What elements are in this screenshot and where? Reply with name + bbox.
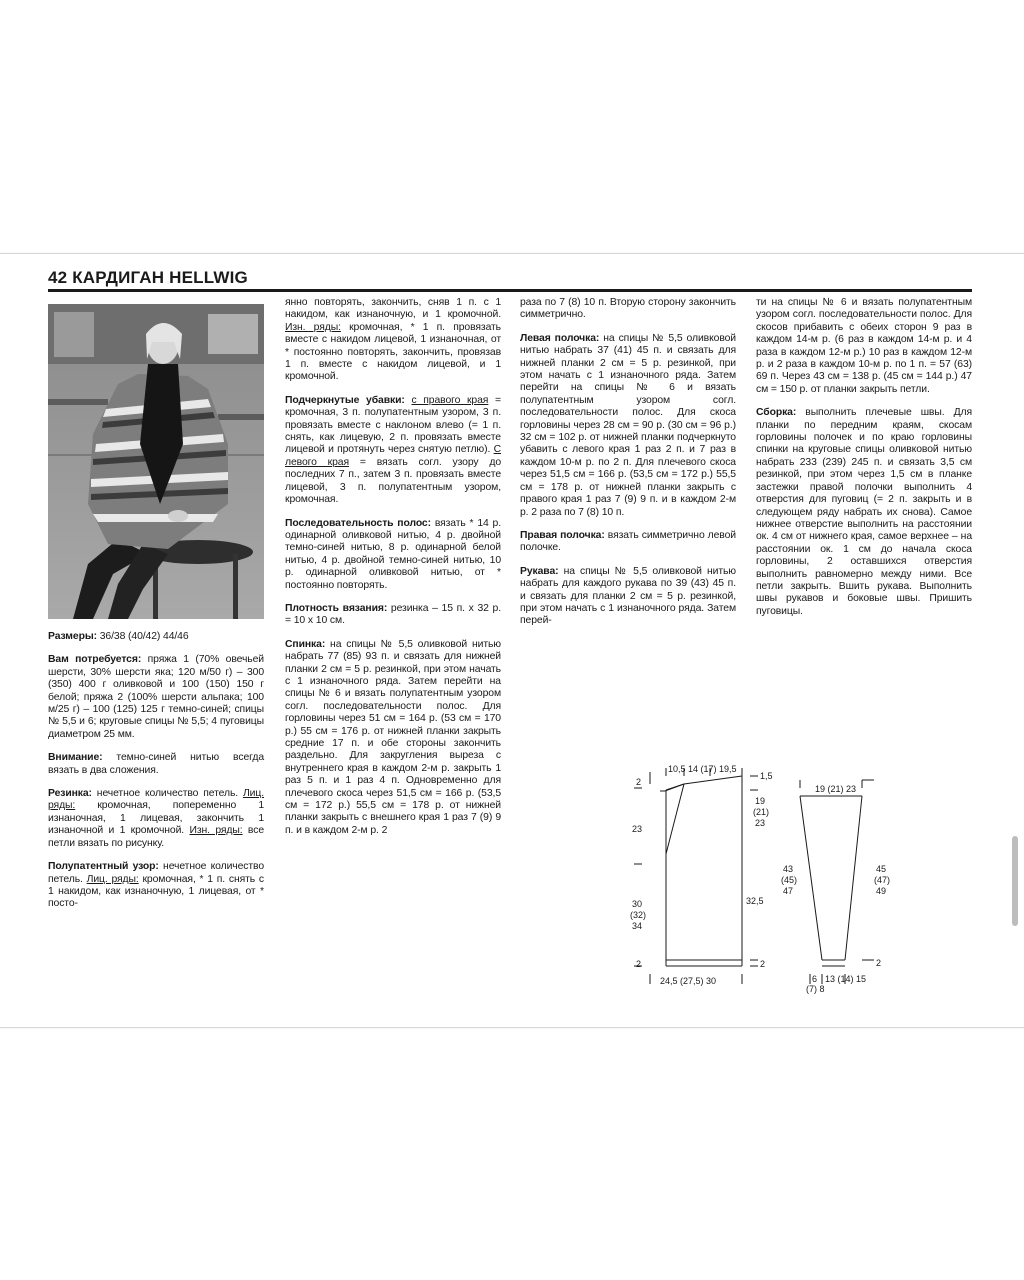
dim-front-lower-alt2: 34 (632, 921, 643, 931)
dim-shoulder-drop: 1,5 (760, 771, 773, 781)
sleeves-label: Рукава: (520, 565, 559, 577)
gauge-text: резинка – 15 п. х 32 р. = 10 х 10 см. (285, 602, 502, 627)
rib-text: кромочная, попеременно 1 изнаночная, 1 лицевая, закончить 1 изнаночной и 1 кромочной. (48, 800, 264, 837)
dim-front-upper: 23 (632, 824, 643, 834)
dim-total-1: 43 (783, 864, 794, 874)
pattern-schematic (620, 754, 910, 994)
attention-text: темно-синей нитью всегда вязать в два сложения. (48, 752, 264, 776)
half-patent-wrong-rows: Изн. ряды: (285, 321, 341, 333)
column-4 (756, 297, 972, 629)
dim-sleeve-len-1: 45 (876, 864, 887, 874)
rib-right-rows: Лиц. ряды: (48, 788, 264, 812)
page-title: 42 КАРДИГАН HELLWIG (48, 268, 248, 287)
dim-front-lower-alt1: (32) (630, 910, 647, 920)
stripes-label: Последовательность полос: (285, 517, 431, 529)
rib-text: нечетное количество петель. (91, 788, 243, 800)
right-front-label: Правая полочка: (520, 529, 605, 541)
dim-sleeve-len-2: (47) (874, 875, 891, 885)
dim-back-upper-alt1: (21) (753, 807, 770, 817)
decrease-right-edge: с правого края (411, 394, 489, 406)
dim-total-2: (45) (781, 875, 798, 885)
assembly-text: выполнить плечевые швы. Для планки по передним краям, скосам горловины полочек и по краю горловины спинки на круговые спицы оливковой нитью набрать 233 (239) 245 п. и связать 3,5 см резинкой, при этом через 1,5 см в планке застежки правой полочки выполнить 4 отверстия для пуговиц (= 2 п. закрыть и в следующем ряду набрать их снова). Самое нижнее отверстие выполнить на расстоянии ок. 4 см от нижнего края, самое верхнее – на расстоянии ок. 1 см до начала скоса горловины, 2 оставшихся отверстия выполнить равномерно между ними. Все петли закрыть. Вшить рукава. Выполнить швы рукавов и боковые швы. Пришить пуговицы. (756, 407, 972, 617)
title-rule (48, 289, 972, 292)
half-patent-cont: кромочная, * 1 п. провязать вместе с накидом лицевой, 1 изнаночная, от * постоянно повторять, закончить, провязав 1 п. вместе с накидом лицевой, и 1 кромочной. (285, 321, 501, 383)
scrollbar[interactable] (1012, 836, 1018, 926)
left-front-label: Левая полочка: (520, 332, 600, 344)
dim-back-upper-alt2: 23 (755, 818, 766, 828)
dim-side-height: 32,5 (746, 896, 764, 906)
stripes-text: вязать * 14 р. одинарной оливковой нитью, 4 р. двойной темно-синей нитью, 8 р. одинарной белой нитью, 4 р. двойной темно-синей нитью, 10 р. одинарной оливковой нитью, от * постоянно повторять. (285, 517, 501, 591)
dim-sleeve-hem: 2 (876, 958, 882, 968)
column-1 (48, 631, 264, 922)
assembly-label: Сборка: (756, 407, 797, 419)
sleeves-text-cont: ти на спицы № 6 и вязать полупатентным узором согл. последовательности полос. Для скосов прибавить с обеих сторон 9 раз в каждом 14-м р. (6 раз в каждом 14-м р. и 4 раза в каждом 12-м р.) 10 раз в каждом 12-м р. и 2 раза в каждом 10-м р. по 1 п. = 57 (63) 69 п. Через 43 см = 138 р. (45 см = 144 р.) 47 см = 150 р. от планки закрыть петли. (756, 297, 972, 395)
dim-front-lower: 30 (632, 899, 643, 909)
dim-bottom-width: 24,5 (27,5) 30 (660, 976, 717, 986)
decrease-text: = вязать согл. узору до последних 7 п., затем 3 п. провязать вместе лицевой, 3 п. полупатентным узором, кромочная. (285, 456, 501, 506)
dim-hem-left: 2 (636, 959, 642, 969)
column-3 (520, 297, 736, 639)
decrease-text: = кромочная, 3 п. полупатентным узором, 3 п. провязать вместе с наклоном влево (= 1 п. снять, как лицевую, 2 п. провязать вместе лицевой и протянуть через снятую петлю). (285, 394, 501, 456)
dim-neck-drop: 2 (636, 777, 642, 787)
back-text-cont: раза по 7 (8) 10 п. Вторую сторону закончить симметрично. (520, 297, 736, 321)
decrease-left-edge: С левого края (285, 444, 501, 468)
back-text: на спицы № 5,5 оливковой нитью набрать 77 (85) 93 п. и связать для нижней планки 2 см = 5 р. резинкой, при этом начать с 1 изнаночного ряда. Затем перейти на спицы № 6 и вязать полупатентным узором согл. последовательности полос. Для горловины через 51 см = 164 р. (53 см = 170 р.) 55 см = 176 р. от нижней планки закрыть средние 17 п. и обе стороны закончить раздельно. Для закругления выреза с внутреннего края в каждом 2-м р. закрыть 1 раз 5 п. и 1 раз 4 п. Одновременно для плечевого скоса через 51,5 см = 166 р. (53,5 см = 172 р.) 55,5 см = 178 р. от нижней планки закрыть с внешнего края 1 раз 7 (9) 9 п. и в каждом 2-м р. 2 (285, 638, 501, 836)
half-patent-right-rows: Лиц. ряды: (86, 873, 139, 885)
half-patent-cont: янно повторять, закончить, сняв 1 п. с 1 накидом, как изнаночную, и 1 кромочной. (285, 297, 501, 321)
sizes-text: 36/38 (40/42) 44/46 (96, 631, 189, 642)
gauge-label: Плотность вязания: (285, 602, 388, 614)
dim-top-left: 10,5 (668, 764, 686, 774)
dim-hem-right: 2 (760, 959, 766, 969)
dim-top-right: 14 (17) 19,5 (688, 764, 737, 774)
materials-text: пряжа 1 (70% овечьей шерсти, 30% шерсти яка; 120 м/50 г) – 300 (350) 400 г оливковой и 100 (150) 150 г белой; пряжа 2 (100% шерсти альпака; 100 м/25 г) – 100 (125) 125 г темно-синей; спицы № 5,5 и 6; круговые спицы № 5,5; 4 пуговицы диаметром 25 мм. (48, 654, 265, 740)
dim-sleeve-len-3: 49 (876, 886, 887, 896)
column-2 (285, 297, 501, 848)
decrease-label: Подчеркнутые убавки: (285, 394, 405, 406)
sleeves-text: на спицы № 5,5 оливковой нитью набрать для каждого рукава по 39 (43) 45 п. и связать для планки 2 см = 5 р. резинкой, при этом начать с 1 изнаночного ряда. Затем перей- (520, 565, 736, 627)
half-patent-text: нечетное количество петель. (48, 861, 265, 885)
sizes-label: Размеры: (48, 631, 97, 642)
dim-total-3: 47 (783, 886, 794, 896)
model-photo (48, 304, 264, 619)
magazine-page (0, 253, 1024, 1028)
dim-back-upper: 19 (755, 796, 766, 806)
rib-label: Резинка: (48, 788, 92, 800)
dim-sleeve-bottom-c: 13 (14) 15 (825, 974, 867, 984)
back-label: Спинка: (285, 638, 326, 650)
rib-text: все петли вязать по рисунку. (48, 825, 264, 849)
rib-wrong-rows: Изн. ряды: (189, 825, 243, 837)
dim-sleeve-top: 19 (21) 23 (815, 784, 857, 794)
attention-label: Внимание: (48, 752, 103, 764)
half-patent-label: Полупатентный узор: (48, 861, 159, 873)
left-front-text: на спицы № 5,5 оливковой нитью набрать 37 (41) 45 п. и связать для нижней планки 2 см = 5 р. резинкой, при этом начать с 1 изнаночного ряда. Затем перейти на спицы № 6 и вязать полупатентным узором согл. последовательности полос. Для скоса горловины через 28 см = 90 р. (30 см = 96 р.) 32 см = 102 р. от нижней планки подчеркнуто убавить с левого края 1 раз 2 п. и 7 раз в каждом 10-м р. по 2 п. Для плечевого скоса через 51,5 см = 166 р. (53,5 см = 172 р.) 55,5 см = 178 р. от нижней планки закрыть с правого края 1 раз 7 (9) 9 п. и в каждом 2-м р. 2 раза по 7 (8) 10 п. (520, 332, 737, 518)
right-front-text: вязать симметрично левой полочке. (520, 529, 736, 554)
materials-label: Вам потребуется: (48, 654, 142, 666)
dim-sleeve-bottom-a: 6 (812, 974, 818, 984)
dim-sleeve-bottom-b: (7) 8 (806, 984, 825, 994)
half-patent-text: кромочная, * 1 п. снять с 1 накидом, как изнаночную, 1 лицевая, от * посто- (48, 873, 264, 910)
